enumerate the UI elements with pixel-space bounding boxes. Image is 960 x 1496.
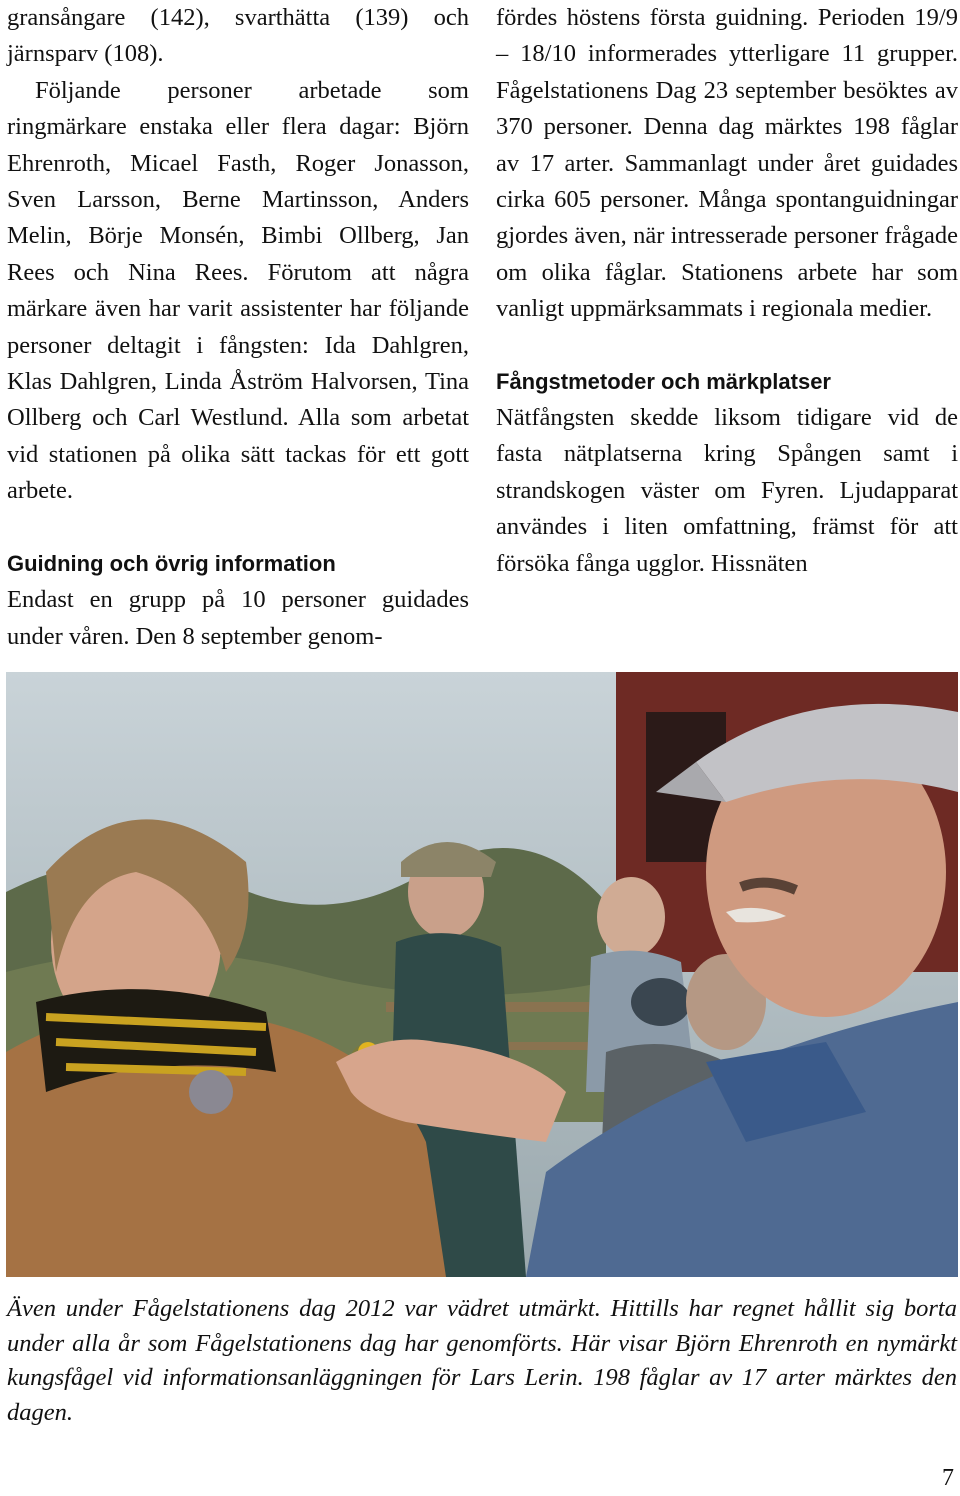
- photo-illustration: [6, 672, 958, 1277]
- section-heading-guidning: Guidning och övrig information: [7, 550, 336, 576]
- left-column: [7, 0, 469, 655]
- photo-caption: Även under Fågelstationens dag 2012 var vädret utmärkt. Hittills har regnet hållit sig borta under alla år som Fågelstationens dag har genomförts. Här visar Björn Ehrenroth en nymärkt kungsfågel vid informationsanläggningen för Lars Lerin. 198 fåglar av 17 arter märktes den dagen.: [7, 1295, 957, 1426]
- photo-bird-ringing: [6, 672, 958, 1277]
- left-paragraph-1: gransångare (142), svarthätta (139) och järnsparv (108).: [7, 4, 469, 68]
- right-column: [496, 0, 958, 582]
- left-paragraph-2: Följande personer arbetade som ringmärkare enstaka eller flera dagar: Björn Ehrenroth, Micael Fasth, Roger Jonasson, Sven Larsson, Berne Martinsson, Anders Melin, Börje Monsén, Bimbi Ollberg, Jan Rees och Nina Rees. Förutom att några märkare även har varit assistenter har följande personer deltagit i fångsten: Ida Dahlgren, Klas Dahlgren, Linda Åström Halvorsen, Tina Ollberg och Carl Westlund. Alla som arbetat vid stationen på olika sätt tackas för ett gott arbete.: [7, 76, 469, 505]
- section-heading-fangstmetoder: Fångstmetoder och märkplatser: [496, 368, 831, 394]
- right-paragraph-1: fördes höstens första guidning. Perioden 19/9 – 18/10 informerades ytterligare 11 grupper. Fågelstationens Dag 23 september besöktes av 370 personer. Denna dag märktes 198 fåglar av 17 arter. Sammanlagt under året guidades cirka 605 personer. Många spontanguidningar gjordes även, när intresserade personer frågade om olika fåglar. Stationens arbete har som vanligt uppmärksammats i regionala medier.: [496, 4, 958, 323]
- right-paragraph-2: Nätfångsten skedde liksom tidigare vid de fasta nätplatserna kring Spången samt i strandskogen väster om Fyren. Ljudapparat användes i liten omfattning, främst för att försöka fånga ugglor. Hissnäten: [496, 404, 958, 577]
- left-paragraph-3: Endast en grupp på 10 personer guidades under våren. Den 8 september genom-: [7, 586, 469, 650]
- page-number: 7: [942, 1465, 954, 1491]
